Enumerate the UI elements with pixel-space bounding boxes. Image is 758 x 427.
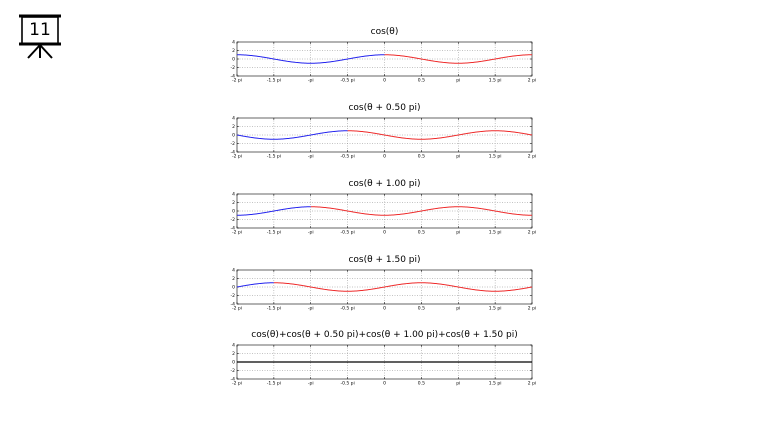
y-tick-label: 2 [232,352,235,358]
x-tick-label: 2 pi [527,78,537,84]
y-tick-label: -4 [230,226,235,232]
chart-panel-2 [231,103,537,160]
x-tick-label: -2 pi [231,78,243,84]
x-tick-label: pi [456,306,461,312]
x-tick-label: 2 pi [527,230,537,236]
y-tick-label: 0 [232,57,235,63]
x-tick-label: -2 pi [231,230,243,236]
y-tick-label: 0 [232,285,235,291]
y-tick-label: 4 [232,192,235,198]
x-tick-label: 1.5 pi [488,78,502,84]
x-tick-label: -0.5 pi [340,154,355,160]
x-tick-label: 1.5 pi [488,381,502,387]
y-tick-label: 2 [232,201,235,207]
chart-panel-4 [231,255,537,312]
x-tick-label: -pi [307,78,314,84]
x-tick-label: 1.5 pi [488,230,502,236]
x-tick-label: pi [456,78,461,84]
chart-title: cos(θ) [370,27,399,37]
y-tick-label: 0 [232,133,235,139]
y-tick-label: 4 [232,268,235,274]
x-tick-label: -pi [307,230,314,236]
x-tick-label: 0 [383,230,386,236]
chart-panel-5 [231,330,537,387]
y-tick-label: -4 [230,377,235,383]
x-tick-label: 0 [383,306,386,312]
x-tick-label: -pi [307,381,314,387]
y-tick-label: -2 [230,142,235,148]
cosine-curve-blue [237,283,274,287]
x-tick-label: 2 pi [527,154,537,160]
x-tick-label: 0.5 [417,230,425,236]
x-tick-label: pi [456,154,461,160]
y-tick-label: 4 [232,343,235,349]
x-tick-label: 2 pi [527,381,537,387]
y-tick-label: 4 [232,40,235,46]
x-tick-label: 0 [383,154,386,160]
x-tick-label: -2 pi [231,306,243,312]
chart-panel-1 [231,27,537,84]
y-tick-label: 0 [232,209,235,215]
x-tick-label: -2 pi [231,381,243,387]
x-tick-label: -1.5 pi [266,306,282,312]
chart-title: cos(θ + 0.50 pi) [348,103,421,113]
x-tick-label: 0.5 [417,306,425,312]
chart-title: cos(θ)+cos(θ + 0.50 pi)+cos(θ + 1.00 pi)+cos(θ + 1.50 pi) [251,330,518,340]
x-tick-label: -0.5 pi [340,381,355,387]
x-tick-label: -pi [307,306,314,312]
y-tick-label: -2 [230,66,235,72]
y-tick-label: -4 [230,150,235,156]
chart-title: cos(θ + 1.00 pi) [348,179,421,189]
x-tick-label: -1.5 pi [266,154,282,160]
y-tick-label: 2 [232,277,235,283]
y-tick-label: 4 [232,116,235,122]
x-tick-label: -0.5 pi [340,230,355,236]
x-tick-label: -0.5 pi [340,306,355,312]
x-tick-label: pi [456,230,461,236]
x-tick-label: 1.5 pi [488,154,502,160]
x-tick-label: 0.5 [417,381,425,387]
y-tick-label: -4 [230,302,235,308]
y-tick-label: -2 [230,369,235,375]
x-tick-label: -2 pi [231,154,243,160]
x-tick-label: 0 [383,381,386,387]
chart-title: cos(θ + 1.50 pi) [348,255,421,265]
x-tick-label: 0.5 [417,78,425,84]
x-tick-label: -1.5 pi [266,230,282,236]
x-tick-label: -pi [307,154,314,160]
y-tick-label: -2 [230,218,235,224]
x-tick-label: pi [456,381,461,387]
y-tick-label: -4 [230,74,235,80]
y-tick-label: -2 [230,294,235,300]
x-tick-label: -0.5 pi [340,78,355,84]
y-tick-label: 2 [232,49,235,55]
x-tick-label: 1.5 pi [488,306,502,312]
cosine-curve-red [311,207,532,216]
slide-number: 11 [29,20,51,40]
x-tick-label: -1.5 pi [266,78,282,84]
x-tick-label: 0 [383,78,386,84]
y-tick-label: 0 [232,360,235,366]
chart-panel-3 [231,179,537,236]
x-tick-label: 0.5 [417,154,425,160]
x-tick-label: -1.5 pi [266,381,282,387]
x-tick-label: 2 pi [527,306,537,312]
y-tick-label: 2 [232,125,235,131]
